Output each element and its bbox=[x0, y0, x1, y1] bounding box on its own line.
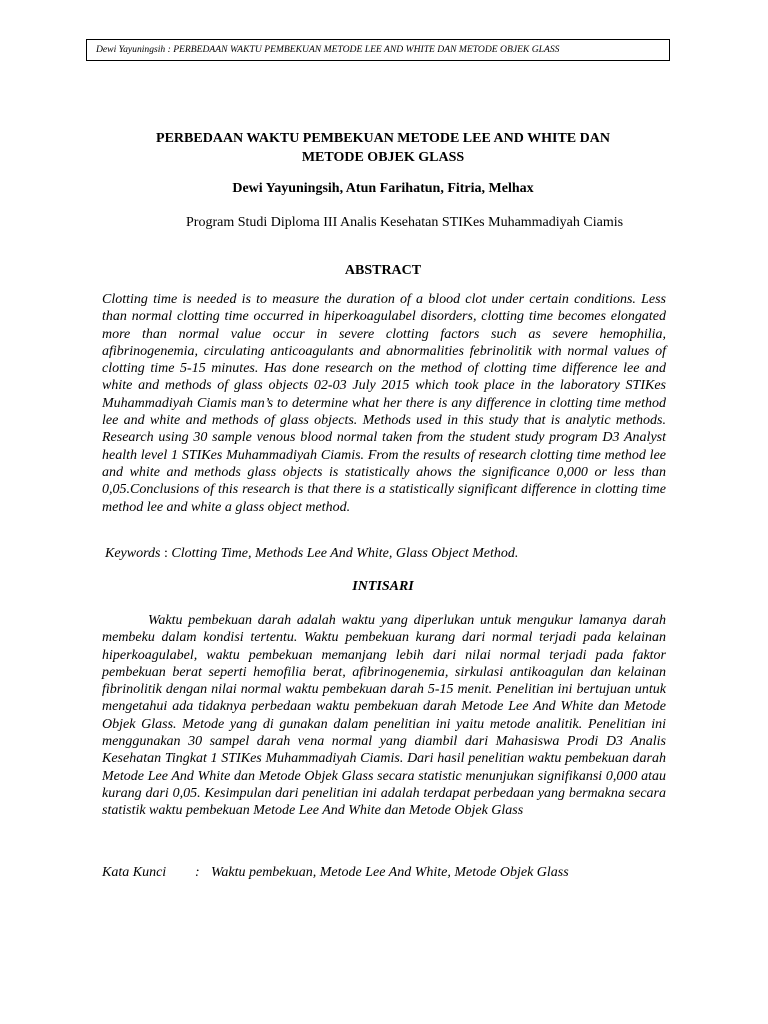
intisari-body: Waktu pembekuan darah adalah waktu yang diperlukan untuk mengukur lamanya darah membeku dalam kondisi tertentu. Waktu pembekuan kurang dari normal terjadi pada kelainan hiperkoagulabel, waktu pembekuan memanjang lebih dari nilai normal terjadi pada faktor pembekuan berat seperti hemofilia berat, afibrinogenemia, sirkulasi antikoagulan dan kelainan fibrinolitik dengan nilai normal waktu pembekuan darah 5-15 menit. Penelitian ini bertujuan untuk mengetahui ada tidaknya perbedaan waktu pembekuan darah Metode Lee And White dan Metode Objek Glass. Metode yang di gunakan dalam penelitian ini yaitu metode analitik. Penelitian ini menggunakan 30 sampel darah vena normal yang diambil dari Mahasiswa Prodi D3 Analis Kesehatan Tingkat 1 STIKes Muhammadiyah Ciamis. Dari hasil penelitian waktu pembekuan darah Metode Lee And White dan Metode Objek Glass secara statistic menunjukan signifikansi 0,000 atau kurang dari 0,05. Kesimpulan dari penelitian ini adalah terdapat perbedaan yang bermakna secara statistik waktu pembekuan Metode Lee And White dan Metode Objek Glass bbox=[102, 613, 666, 819]
kata-kunci-separator: : bbox=[195, 865, 200, 880]
running-header-text: Dewi Yayuningsih : PERBEDAAN WAKTU PEMBEKUAN METODE LEE AND WHITE DAN METODE OBJEK GLASS bbox=[96, 44, 560, 55]
keywords-label: Keywords bbox=[105, 546, 161, 561]
paper-title bbox=[100, 129, 666, 167]
paper-title-line-2: METODE OBJEK GLASS bbox=[301, 150, 465, 165]
running-header bbox=[86, 39, 670, 61]
abstract-heading: ABSTRACT bbox=[344, 263, 422, 278]
kata-kunci-label: Kata Kunci bbox=[102, 865, 167, 880]
author-list: Dewi Yayuningsih, Atun Farihatun, Fitria, Melhax bbox=[232, 181, 534, 196]
keywords-separator: : bbox=[160, 546, 172, 561]
abstract-body: Clotting time is needed is to measure the duration of a blood clot under certain conditions. Less than normal clotting time occurred in hiperkoagulabel disorders, clotting time becomes elongated more than normal value occur in severe clotting factors such as severe hemophilia, afibrinogenemia, circulating anticoagulants and abnormalities febrinolitik with normal values of clotting time 5-15 minutes. Has done research on the method of clotting time difference lee and white and methods of glass objects 02-03 July 2015 which took place in the laboratory STIKes Muhammadiyah Ciamis man’s to determine what her there is any difference in clotting time method lee and white and methods of glass objects. Methods used in this study that is analytic methods. Research using 30 sample venous blood normal taken from the student study program D3 Analyst health level 1 STIKes Muhammadiyah Ciamis. From the results of research clotting time method lee and white and methods glass objects is statistically ahows the significance 0,000 or less than 0,05.Conclusions of this research is that there is a statistically significant difference in clotting time method lee and white a glass object method. bbox=[102, 292, 666, 515]
keywords-line bbox=[105, 544, 665, 563]
kata-kunci-line bbox=[102, 863, 666, 882]
keywords-values: Clotting Time, Methods Lee And White, Glass Object Method. bbox=[171, 546, 519, 561]
paper-title-line-1: PERBEDAAN WAKTU PEMBEKUAN METODE LEE AND WHITE DAN bbox=[156, 131, 610, 146]
affiliation: Program Studi Diploma III Analis Kesehatan STIKes Muhammadiyah Ciamis bbox=[186, 215, 624, 230]
kata-kunci-values: Waktu pembekuan, Metode Lee And White, Metode Objek Glass bbox=[211, 865, 569, 880]
intisari-heading: INTISARI bbox=[352, 579, 414, 594]
